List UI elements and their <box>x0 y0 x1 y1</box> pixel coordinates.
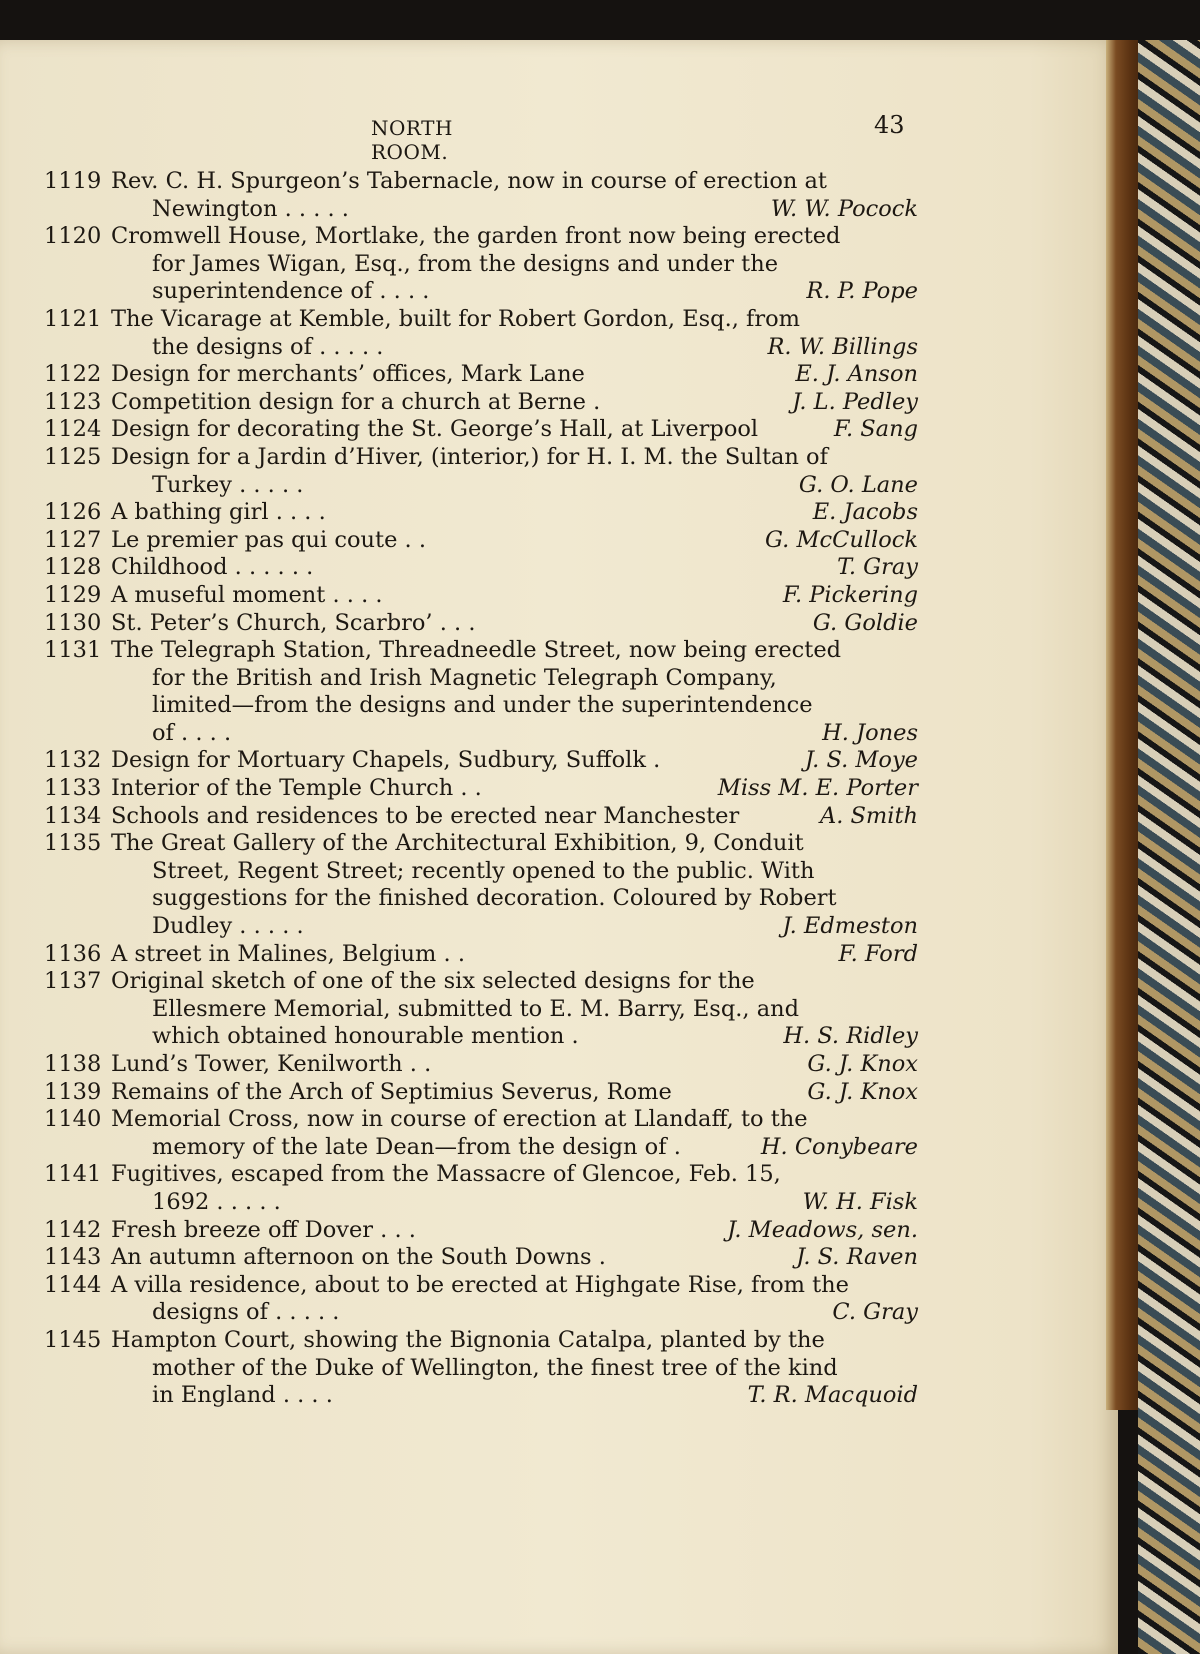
entry-title-line <box>152 1355 842 1383</box>
entry-title-line <box>111 1161 839 1189</box>
entry-title-text: in England . . . . <box>152 1382 333 1409</box>
entry-number: 1123 <box>44 388 102 415</box>
entry-title-line <box>111 830 839 858</box>
entry-artist: G. O. Lane <box>798 471 918 498</box>
entry-title-line <box>111 968 839 996</box>
entry-title-text: which obtained honourable mention . <box>152 1023 579 1050</box>
entry-title-text: 1692 . . . . . <box>152 1188 281 1215</box>
entry-number: 1128 <box>44 554 102 581</box>
catalog-entry <box>0 389 1118 417</box>
entry-artist: R. W. Billings <box>767 333 918 360</box>
entry-title-text: An autumn afternoon on the South Downs . <box>111 1244 606 1271</box>
entry-title-line <box>152 885 842 913</box>
entry-title-line <box>111 1078 918 1107</box>
catalog-entry <box>0 941 1118 969</box>
entry-number: 1136 <box>44 940 102 967</box>
entry-artist: T. R. Macquoid <box>747 1382 918 1409</box>
entry-title-text: Design for a Jardin d’Hiver, (interior,) for H. I. M. the Sultan of <box>111 443 828 470</box>
entry-title-text: Competition design for a church at Berne . <box>111 388 601 415</box>
entry-title-text: for James Wigan, Esq., from the designs and under the <box>152 250 779 277</box>
entry-title-text: mother of the Duke of Wellington, the finest tree of the kind <box>152 1354 838 1381</box>
entry-artist: F. Ford <box>838 940 918 967</box>
entry-artist: G. J. Knox <box>807 1078 918 1105</box>
entry-number: 1143 <box>44 1244 102 1271</box>
entry-artist: E. Jacobs <box>812 499 918 526</box>
catalog-entry <box>0 1217 1118 1245</box>
catalog-entry <box>0 747 1118 775</box>
entry-title-text: the designs of . . . . . <box>152 333 384 360</box>
entry-number: 1125 <box>44 443 102 470</box>
entry-title-text: Schools and residences to be erected near Manchester <box>111 802 740 829</box>
entry-artist: J. S. Raven <box>796 1244 918 1271</box>
entry-number: 1131 <box>44 637 102 664</box>
entry-artist: C. Gray <box>832 1299 918 1326</box>
entry-title-line <box>152 1023 918 1051</box>
entry-title-text: designs of . . . . . <box>152 1299 340 1326</box>
entry-number: 1141 <box>44 1161 102 1188</box>
entry-artist: A. Smith <box>819 802 918 829</box>
entry-artist: H. S. Ridley <box>783 1023 918 1050</box>
entry-title-text: The Telegraph Station, Threadneedle Street, now being erected <box>111 637 842 664</box>
entry-title-line <box>152 996 842 1024</box>
entry-artist: Miss M. E. Porter <box>717 775 918 802</box>
entry-title-line <box>111 1271 849 1300</box>
catalog-entry <box>0 168 1118 223</box>
entry-number: 1127 <box>44 526 102 553</box>
entry-artist: H. Conybeare <box>760 1133 918 1160</box>
entry-artist: W. H. Fisk <box>802 1188 918 1215</box>
entry-title-text: of . . . . <box>152 719 232 746</box>
entry-title-line <box>152 858 842 886</box>
entry-artist: J. Edmeston <box>782 913 918 940</box>
entry-artist: J. S. Moye <box>804 747 918 774</box>
catalog-entry <box>0 499 1118 527</box>
entry-title-text: Lund’s Tower, Kenilworth . . <box>111 1051 432 1077</box>
entry-title-line <box>152 692 842 720</box>
catalog-entry <box>0 1106 1118 1161</box>
page-number: 43 <box>874 111 905 139</box>
entry-number: 1133 <box>44 775 102 802</box>
entry-title-line <box>111 802 918 831</box>
entry-title-line <box>152 195 918 224</box>
entry-title-line <box>152 1133 918 1162</box>
entry-title-text: Design for merchants’ offices, Mark Lane <box>111 361 585 388</box>
entry-number: 1142 <box>44 1216 102 1243</box>
entry-title-text: Fresh breeze off Dover . . . <box>111 1216 416 1243</box>
entry-artist: F. Sang <box>833 416 918 443</box>
entry-title-text: Design for Mortuary Chapels, Sudbury, Suffolk . <box>111 747 661 774</box>
entry-number: 1135 <box>44 830 102 857</box>
entry-title-text: limited—from the designs and under the superintendence <box>152 692 813 719</box>
entry-number: 1121 <box>44 305 102 332</box>
catalog-entry <box>0 968 1118 1051</box>
entry-artist: J. L. Pedley <box>792 388 918 415</box>
catalog-entry <box>0 1079 1118 1107</box>
entry-number: 1124 <box>44 416 102 443</box>
entry-number: 1134 <box>44 802 102 829</box>
entry-number: 1132 <box>44 747 102 774</box>
entry-title-line <box>111 940 918 969</box>
entry-artist: G. McCullock <box>765 526 918 553</box>
entry-title-text: suggestions for the finished decoration. Coloured by Robert <box>152 885 837 912</box>
catalog-entry <box>0 361 1118 389</box>
entry-title-text: A street in Malines, Belgium . . <box>111 940 465 967</box>
entry-title-line <box>152 251 842 279</box>
entry-title-line <box>111 747 918 775</box>
catalog-entry <box>0 223 1118 306</box>
entry-title-text: A museful moment . . . . <box>111 581 383 608</box>
entry-number: 1144 <box>44 1271 102 1298</box>
entry-title-text: Newington . . . . . <box>152 195 349 222</box>
entry-title-line <box>111 637 842 665</box>
entry-title-line <box>111 499 918 527</box>
entry-title-line <box>111 444 839 472</box>
entry-title-text: for the British and Irish Magnetic Telegraph Company, <box>152 664 777 691</box>
entry-title-line <box>111 1051 918 1079</box>
running-header: NORTH ROOM. <box>371 116 453 164</box>
catalog-entry <box>0 803 1118 831</box>
catalog-entry <box>0 416 1118 444</box>
entry-title-text: Childhood . . . . . . <box>111 554 314 581</box>
entry-title-text: Design for decorating the St. George’s Hall, at Liverpool <box>111 416 759 443</box>
entry-artist: G. Goldie <box>812 609 918 636</box>
entry-title-text: superintendence of . . . . <box>152 278 430 305</box>
catalog-entry <box>0 775 1118 803</box>
entry-title-text: The Great Gallery of the Architectural Exhibition, 9, Conduit <box>111 830 804 857</box>
entry-title-line <box>152 1382 918 1410</box>
entry-title-text: Memorial Cross, now in course of erection at Llandaff, to the <box>111 1106 808 1133</box>
entry-title-text: Ellesmere Memorial, submitted to E. M. Barry, Esq., and <box>152 995 800 1022</box>
entry-number: 1130 <box>44 609 102 636</box>
entry-title-line <box>111 554 918 582</box>
entry-title-line <box>111 168 839 196</box>
entry-artist: T. Gray <box>837 554 918 581</box>
entry-title-line <box>111 775 918 803</box>
catalog-entry <box>0 582 1118 610</box>
entry-number: 1126 <box>44 499 102 526</box>
catalog-entry <box>0 527 1118 555</box>
entry-artist: G. J. Knox <box>807 1051 918 1077</box>
entry-title-text: Le premier pas qui coute . . <box>111 526 426 553</box>
entry-title-text: Hampton Court, showing the Bignonia Catalpa, planted by the <box>111 1326 825 1353</box>
entry-number: 1119 <box>44 168 102 194</box>
entry-title-line <box>152 1188 918 1217</box>
entry-title-text: Fugitives, escaped from the Massacre of Glencoe, Feb. 15, <box>111 1161 781 1188</box>
entry-title-text: Original sketch of one of the six selected designs for the <box>111 968 755 995</box>
entry-title-line <box>111 1216 918 1245</box>
entry-title-line <box>152 1299 918 1327</box>
catalog-entry <box>0 1327 1118 1410</box>
entry-artist: E. J. Anson <box>795 361 918 388</box>
entry-title-line <box>111 223 839 251</box>
catalog-entry <box>0 1161 1118 1216</box>
entry-number: 1129 <box>44 581 102 608</box>
catalog-entry <box>0 637 1118 747</box>
entry-title-line <box>111 416 918 444</box>
entry-title-line <box>111 306 839 334</box>
catalog-entry <box>0 830 1118 940</box>
entry-title-text: Interior of the Temple Church . . <box>111 775 482 802</box>
entry-title-line <box>152 719 918 748</box>
catalog-entry <box>0 554 1118 582</box>
entry-title-text: Dudley . . . . . <box>152 913 304 940</box>
entry-title-text: St. Peter’s Church, Scarbro’ . . . <box>111 609 476 636</box>
entry-title-line <box>152 665 842 693</box>
entry-title-text: Remains of the Arch of Septimius Severus, Rome <box>111 1078 672 1105</box>
entry-number: 1120 <box>44 223 102 250</box>
entry-title-line <box>111 609 918 638</box>
catalog-entry <box>0 1272 1118 1327</box>
entry-title-line <box>111 1327 839 1355</box>
entry-title-line <box>152 333 918 362</box>
entry-artist: H. Jones <box>822 719 918 746</box>
entry-number: 1145 <box>44 1326 102 1353</box>
entry-number: 1139 <box>44 1078 102 1105</box>
entry-title-text: A villa residence, about to be erected at Highgate Rise, from the <box>111 1271 849 1298</box>
entry-title-text: Rev. C. H. Spurgeon’s Tabernacle, now in course of erection at <box>111 168 827 194</box>
entry-artist: J. Meadows, sen. <box>727 1216 918 1243</box>
entry-artist: W. W. Pocock <box>770 195 918 222</box>
entry-number: 1140 <box>44 1106 102 1133</box>
entry-title-line <box>111 388 918 417</box>
entry-artist: F. Pickering <box>782 581 918 608</box>
entry-title-text: Turkey . . . . . <box>152 471 304 498</box>
catalog-list <box>0 168 1118 1410</box>
marbled-endpaper <box>1138 40 1200 1654</box>
entry-number: 1138 <box>44 1051 102 1077</box>
entry-title-line <box>111 1244 918 1272</box>
entry-title-text: Street, Regent Street; recently opened to the public. With <box>152 857 815 884</box>
entry-title-text: The Vicarage at Kemble, built for Robert Gordon, Esq., from <box>111 305 800 332</box>
entry-title-line <box>152 278 918 306</box>
entry-title-text: Cromwell House, Mortlake, the garden front now being erected <box>111 223 841 250</box>
entry-number: 1137 <box>44 968 102 995</box>
catalog-entry <box>0 1051 1118 1079</box>
entry-title-line <box>111 526 918 555</box>
catalog-entry <box>0 610 1118 638</box>
entry-title-line <box>111 581 918 610</box>
entry-title-text: memory of the late Dean—from the design of . <box>152 1133 681 1160</box>
entry-number: 1122 <box>44 361 102 388</box>
entry-title-text: A bathing girl . . . . <box>111 499 326 526</box>
entry-title-line <box>152 471 918 500</box>
entry-title-line <box>111 1106 839 1134</box>
entry-title-line <box>111 361 918 389</box>
catalog-entry <box>0 1244 1118 1272</box>
entry-title-line <box>152 913 918 941</box>
catalog-entry <box>0 306 1118 361</box>
entry-artist: R. P. Pope <box>806 278 918 305</box>
catalog-entry <box>0 444 1118 499</box>
